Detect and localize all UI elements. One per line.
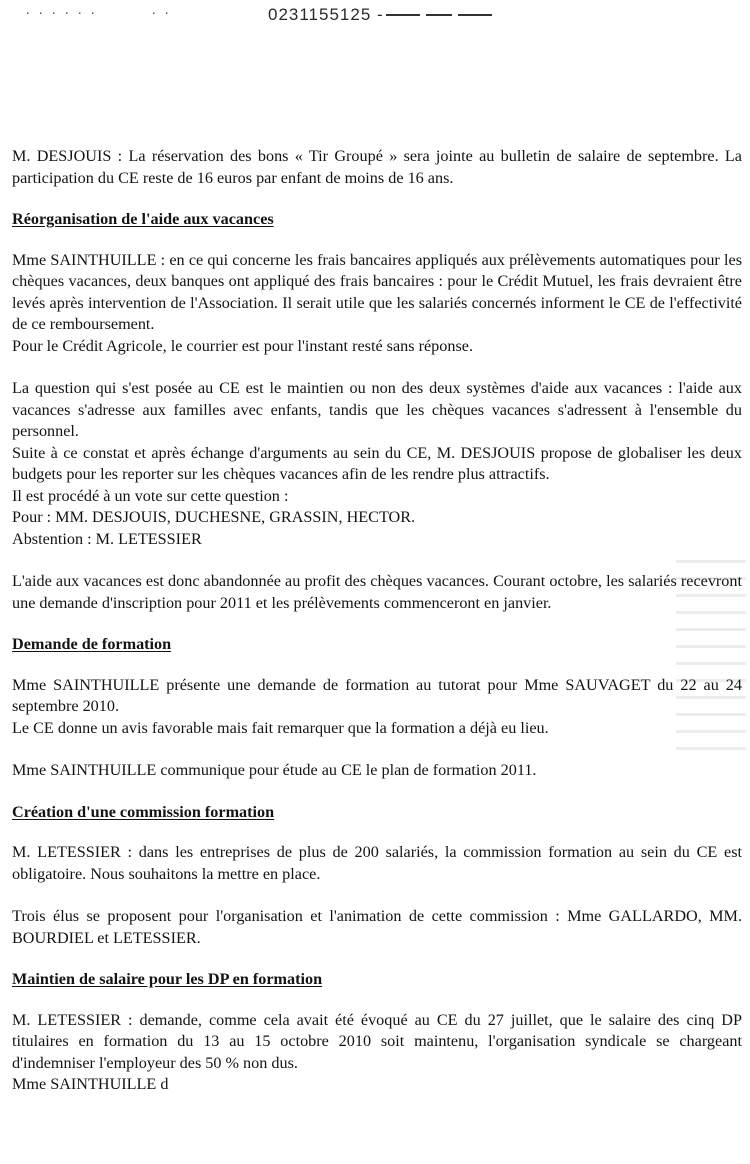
fax-header: [0, 0, 750, 36]
section-heading: Demande de formation: [12, 635, 172, 653]
fax-mid-marks: . .: [152, 3, 172, 18]
paragraph: M. DESJOUIS : La réservation des bons « Tir Groupé » sera jointe au bulletin de salaire de septembre. La participation du CE reste de 16 euros par enfant de moins de 16 ans.: [12, 147, 742, 187]
fax-dash: [426, 14, 452, 16]
paragraph-cut-off: Mme SAINTHUILLE d: [12, 1075, 169, 1093]
paragraph: Pour le Crédit Agricole, le courrier est pour l'instant resté sans réponse.: [12, 336, 473, 355]
paragraph: Mme SAINTHUILLE communique pour étude au CE le plan de formation 2011.: [12, 761, 537, 779]
section-heading: Maintien de salaire pour les DP en formation: [12, 970, 323, 988]
paragraph: Suite à ce constat et après échange d'arguments au sein du CE, M. DESJOUIS propose de globaliser les deux budgets pour les reporter sur les chèques vacances afin de les rendre plus attractifs.: [12, 443, 742, 483]
paragraph: Mme SAINTHUILLE présente une demande de formation au tutorat pour Mme SAUVAGET du 22 au 24 septembre 2010.: [12, 675, 742, 715]
paragraph: Mme SAINTHUILLE : en ce qui concerne les frais bancaires appliqués aux prélèvements automatiques pour les chèques vacances, deux banques ont appliqué des frais bancaires : pour le Crédit Mutuel, les frais devraient être levés après intervention de l'Association. Il serait utile que les salariés concernés informent le CE de l'effectivité de ce remboursement.: [12, 250, 742, 333]
paragraph: L'aide aux vacances est donc abandonnée au profit des chèques vacances. Courant octobre, les salariés recevront une demande d'inscription pour 2011 et les prélèvements commenceront en janvier.: [12, 572, 742, 612]
section-heading: Réorganisation de l'aide aux vacances: [12, 210, 274, 228]
document-body: [12, 146, 742, 1096]
paragraph: Le CE donne un avis favorable mais fait remarquer que la formation a déjà eu lieu.: [12, 718, 549, 737]
paragraph: M. LETESSIER : demande, comme cela avait été évoqué au CE du 27 juillet, que le salaire des cinq DP titulaires en formation du 13 au 15 octobre 2010 soit maintenu, l'organisation syndicale se chargeant d'indemniser l'employeur des 50 % non dus.: [12, 1010, 742, 1072]
fax-dash: [458, 14, 492, 16]
paragraph: M. LETESSIER : dans les entreprises de plus de 200 salariés, la commission formation au sein du CE est obligatoire. Nous souhaitons la mettre en place.: [12, 843, 742, 883]
paragraph: Il est procédé à un vote sur cette question :: [12, 486, 289, 505]
fax-dash: [386, 14, 420, 16]
fax-left-marks: . . . . . .: [26, 3, 98, 18]
vote-abstention: Abstention : M. LETESSIER: [12, 529, 202, 548]
vote-for: Pour : MM. DESJOUIS, DUCHESNE, GRASSIN, HECTOR.: [12, 508, 416, 526]
paragraph: Trois élus se proposent pour l'organisation et l'animation de cette commission : Mme GALLARDO, MM. BOURDIEL et LETESSIER.: [12, 907, 742, 947]
paragraph: La question qui s'est posée au CE est le maintien ou non des deux systèmes d'aide aux vacances : l'aide aux vacances s'adresse aux familles avec enfants, tandis que les chèques vacances s'adressent à l'ensemble du personnel.: [12, 379, 742, 440]
section-heading: Création d'une commission formation: [12, 802, 275, 821]
fax-number: 0231155125 -: [268, 5, 384, 24]
